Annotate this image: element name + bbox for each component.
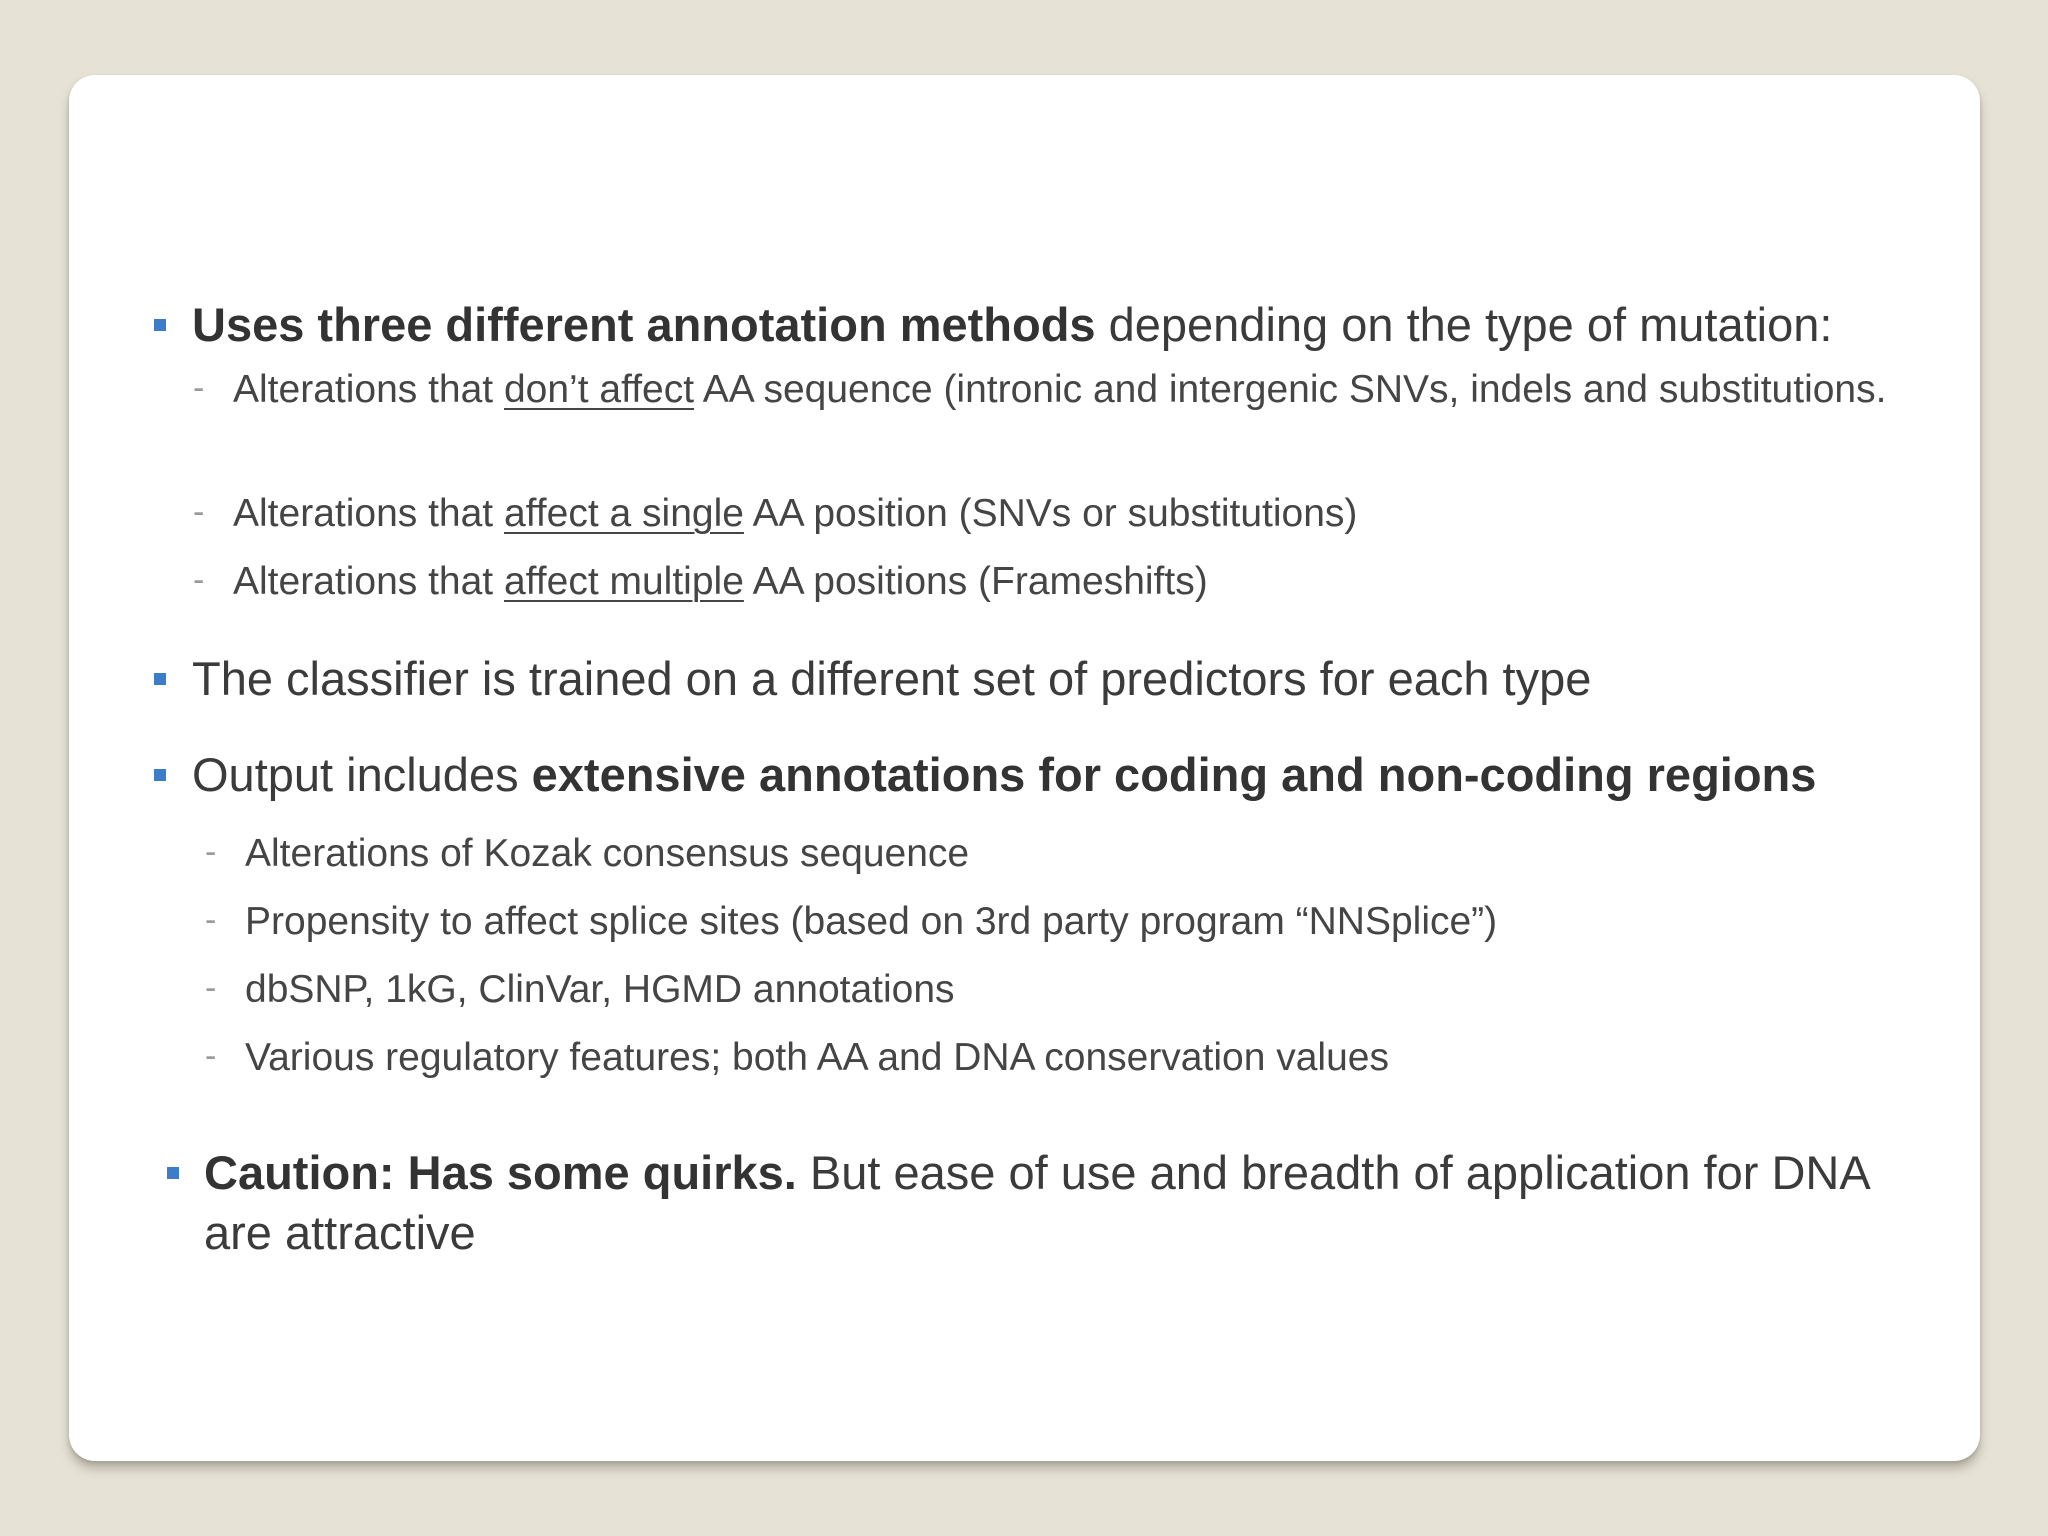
dash-marker: - [205, 1037, 217, 1075]
bullet-2-text: The classifier is trained on a different set of predictors for each type [192, 652, 1592, 705]
bullet-3 [192, 745, 1816, 805]
slide-card [69, 75, 1980, 1461]
sub-text: AA position (SNVs or substitutions) [743, 492, 1358, 535]
bullet-marker [154, 673, 166, 685]
sub-underlined: affect a single [503, 492, 744, 535]
sub-text: Alterations of Kozak consensus sequence [245, 832, 970, 875]
sub-underlined: don’t affect [503, 368, 695, 411]
sub-text: Propensity to affect splice sites (based on 3rd party program “NNSplice”) [245, 900, 1498, 943]
sub-text: Alterations that [233, 492, 504, 535]
bullet-1-sub-3 [233, 556, 1208, 608]
sub-text: dbSNP, 1kG, ClinVar, HGMD annotations [245, 968, 955, 1011]
bullet-marker [154, 769, 166, 781]
bullet-3-pre: Output includes [192, 748, 532, 801]
bullet-4-bold: Caution: Has some quirks. [204, 1146, 797, 1199]
sub-text: Alterations that [233, 560, 504, 603]
dash-marker: - [193, 369, 205, 407]
dash-marker: - [205, 833, 217, 871]
bullet-3-sub-1 [245, 828, 969, 880]
bullet-3-sub-4 [245, 1032, 1389, 1084]
bullet-marker [154, 319, 166, 331]
bullet-1 [192, 295, 1832, 355]
bullet-4 [204, 1143, 1884, 1263]
sub-text: AA sequence (intronic and intergenic SNVs, indels and substitutions. [694, 368, 1887, 411]
dash-marker: - [193, 493, 205, 531]
bullet-4-rest: But ease of use and breadth of application for DNA are attractive [204, 1146, 1869, 1259]
sub-text: AA positions (Frameshifts) [743, 560, 1208, 603]
bullet-3-sub-2 [245, 896, 1497, 948]
bullet-1-bold: Uses three different annotation methods [192, 298, 1096, 351]
bullet-1-rest: depending on the type of mutation: [1095, 298, 1833, 351]
sub-underlined: affect multiple [503, 560, 744, 603]
bullet-2 [192, 649, 1591, 709]
dash-marker: - [205, 901, 217, 939]
dash-marker: - [193, 561, 205, 599]
bullet-3-sub-3 [245, 964, 955, 1016]
dash-marker: - [205, 969, 217, 1007]
bullet-1-sub-2 [233, 488, 1357, 540]
slide-content [69, 75, 1980, 1461]
sub-text: Various regulatory features; both AA and DNA conservation values [245, 1036, 1389, 1079]
bullet-3-bold: extensive annotations for coding and non-coding regions [531, 748, 1817, 801]
bullet-1-sub-1 [233, 364, 1933, 416]
bullet-marker [167, 1167, 179, 1179]
sub-text: Alterations that [233, 368, 504, 411]
